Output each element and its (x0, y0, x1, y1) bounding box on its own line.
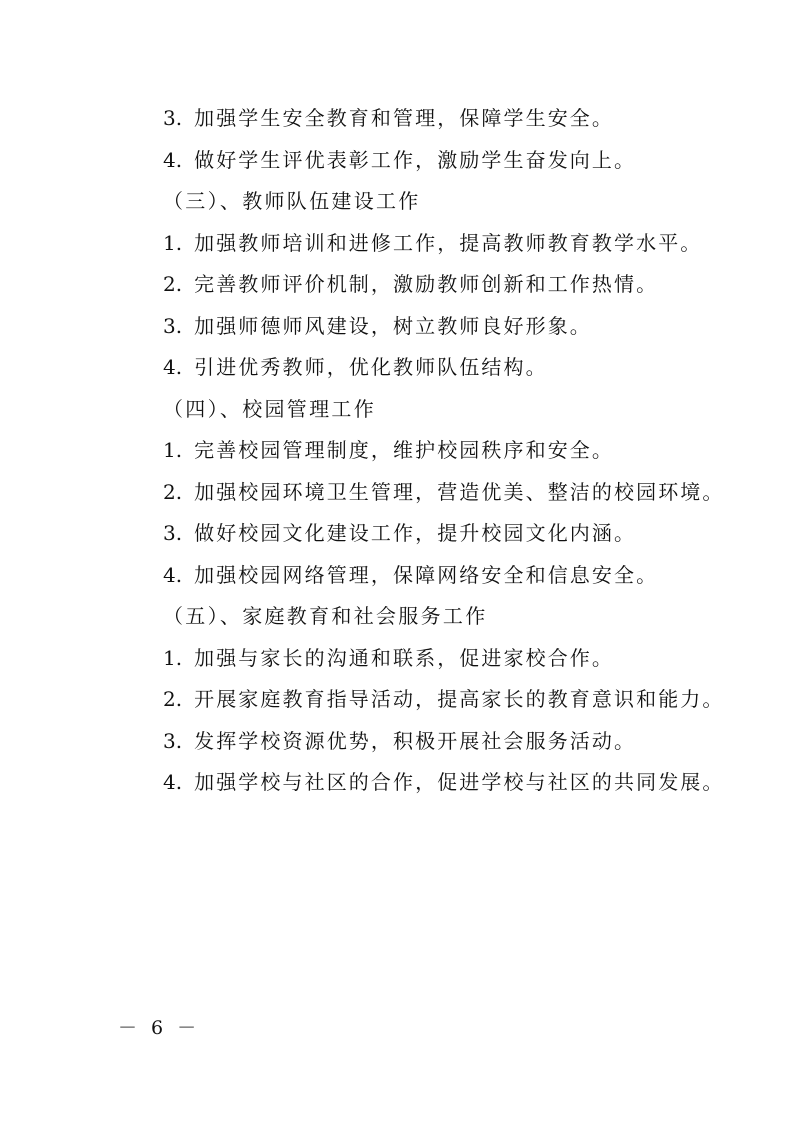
item-text: 发挥学校资源优势，积极开展社会服务活动。 (194, 729, 637, 753)
item-number: 3. (163, 521, 183, 545)
list-item (163, 521, 636, 545)
item-text: 引进优秀教师，优化教师队伍结构。 (194, 355, 548, 379)
item-text: 做好校园文化建设工作，提升校园文化内涵。 (194, 521, 637, 545)
list-item (163, 231, 702, 255)
list-item (163, 314, 592, 338)
item-number: 4. (163, 563, 183, 587)
list-item (163, 480, 725, 504)
list-item (163, 729, 636, 753)
list-item (163, 272, 658, 296)
item-number: 2. (163, 272, 183, 296)
list-item (163, 106, 614, 130)
item-text: 加强学生安全教育和管理，保障学生安全。 (194, 106, 614, 130)
item-text: 加强校园网络管理，保障网络安全和信息安全。 (194, 563, 659, 587)
item-text: 完善校园管理制度，维护校园秩序和安全。 (194, 438, 614, 462)
list-item (163, 355, 548, 379)
item-text: 加强教师培训和进修工作，提高教师教育教学水平。 (194, 231, 703, 255)
item-number: 3. (163, 314, 183, 338)
page-number: － 6 － (118, 1017, 201, 1039)
item-text: 加强师德师风建设，树立教师良好形象。 (194, 314, 592, 338)
section-heading (163, 189, 421, 213)
item-text: 加强学校与社区的合作，促进学校与社区的共同发展。 (194, 770, 725, 794)
item-number: 3. (163, 106, 183, 130)
list-item (163, 438, 614, 462)
section-heading-text: （五）、家庭教育和社会服务工作 (163, 604, 488, 628)
section-heading (163, 397, 376, 421)
item-number: 4. (163, 148, 183, 172)
section-heading-text: （三）、教师队伍建设工作 (163, 189, 421, 213)
item-text: 完善教师评价机制，激励教师创新和工作热情。 (194, 272, 659, 296)
list-item (163, 770, 725, 794)
item-number: 3. (163, 729, 183, 753)
item-text: 开展家庭教育指导活动，提高家长的教育意识和能力。 (194, 687, 725, 711)
item-number: 2. (163, 480, 183, 504)
section-heading-text: （四）、校园管理工作 (163, 397, 376, 421)
section-heading (163, 604, 488, 628)
item-number: 4. (163, 355, 183, 379)
item-number: 2. (163, 687, 183, 711)
list-item (163, 687, 725, 711)
item-text: 做好学生评优表彰工作，激励学生奋发向上。 (194, 148, 637, 172)
item-text: 加强校园环境卫生管理，营造优美、整洁的校园环境。 (194, 480, 725, 504)
item-number: 1. (163, 438, 183, 462)
item-text: 加强与家长的沟通和联系，促进家校合作。 (194, 646, 614, 670)
item-number: 4. (163, 770, 183, 794)
item-number: 1. (163, 646, 183, 670)
list-item (163, 563, 658, 587)
list-item (163, 148, 636, 172)
item-number: 1. (163, 231, 183, 255)
list-item (163, 646, 614, 670)
